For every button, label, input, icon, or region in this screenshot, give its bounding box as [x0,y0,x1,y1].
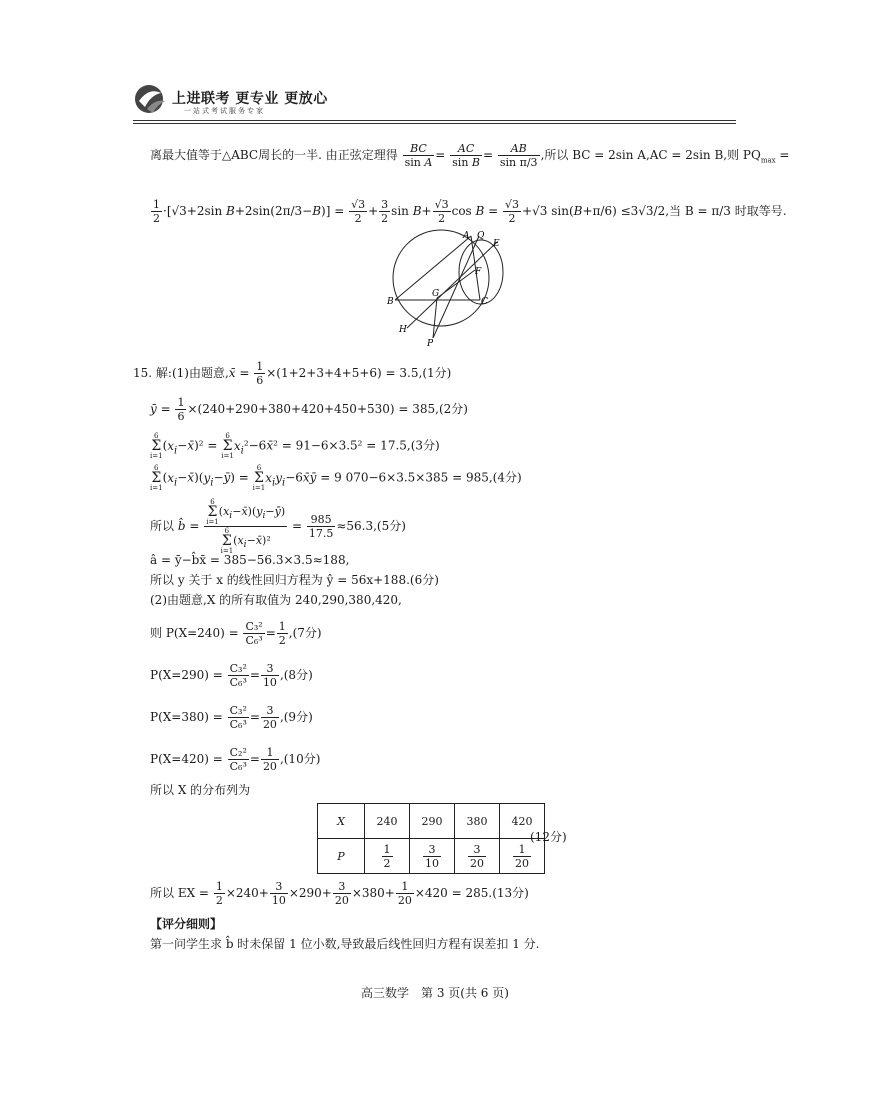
table-header-cell: X [318,804,365,839]
continuation-line-2: $\frac{1}{2}$ ·[√3+2sin B+2sin(2π/3−B)] = $\frac{√3}{2}$ + $\frac{3}{2}$ sin B+ $\frac{√3}{2}$ cos B = $\frac{√3}{2}$ +√3 sin(B+π/6) ≤3√3/2,当 B = π/3 时取等号. [153,198,787,225]
table-header-cell: 420 [500,804,545,839]
sxx-line: 6 Σ i=1 $(x_i-x̄)^2$ = 6 Σ i=1 $x_i^2-6x̄^2 = 91-6\times 3.5^2 = 17.5,(3$分) [150,432,440,460]
point-label: E [493,239,500,249]
rubric-text: 第一问学生求 b̂ 时未保留 1 位小数,导致最后线性回归方程有误差扣 1 分. [150,937,540,951]
rubric-title: 【评分细则】 [150,917,223,931]
fraction: $\frac{BC}{\text{sin A}}$ [404,142,433,169]
logo-icon [133,83,169,115]
point-label: A [463,231,470,241]
prob-420: P(X=420) = $\frac{\text{C₂²}}{\text{C₆³}}$ = $\frac{1}{20}$ ,(10分) [150,746,321,773]
table-header-cell: 290 [410,804,455,839]
point-label: B [387,297,394,307]
problem-15-start: 15. 解:(1)由题意,x̄ = $\frac{1}{6}$ ×(1+2+3+4+5+6) = 3.5,(1分) [133,360,452,387]
fraction: $\frac{AC}{\text{sin B}}$ [452,142,480,169]
table-cell: $\frac{3}{10}$ [410,839,455,874]
y-mean: ȳ = $\frac{1}{6}$ ×(240+290+380+420+450+530) = 385,(2分) [150,396,468,423]
distribution-intro: 所以 X 的分布列为 [150,783,251,797]
table-row [318,839,545,874]
brand-subtitle: 一站式考试服务专家 [184,107,265,115]
continuation-line-1: 离最大值等于△ABC周长的一半. 由正弦定理得 $\frac{BC}{\text{sin A}}$ = $\frac{AC}{\text{sin B}}$ = $\frac{AB}{\text{sin π/3}}$ ,所以 BC = 2sin A,AC = 2sin B,则 $PQ_{max}$ = [150,142,790,169]
brand-slogan: 上进联考 更专业 更放心 [172,91,328,107]
fraction: $\frac{AB}{\text{sin π/3}}$ [499,142,538,169]
part-2-intro: (2)由题意,X 的所有取值为 240,290,380,420, [150,593,402,607]
point-label: Q [477,231,485,241]
prob-240: 则 P(X=240) = $\frac{\text{C₃²}}{\text{C₆³}}$ = $\frac{1}{2}$ ,(7分) [150,620,322,647]
point-label: P [427,339,434,348]
b-hat-line: 所以 b̂ = 6 Σ i=1 $(x_i-x̄)(y_i-ȳ)$ 6 Σ i=1 $(x_i-x̄)^2$ = $\frac{985}{17.5}$ ≈56.3,(5分) [150,498,406,555]
a-hat-line: â = ȳ−b̂x̄ = 385−56.3×3.5≈188, [150,553,350,567]
point-label: C [481,297,488,307]
table-row-label: P [318,839,365,874]
table-score: (12分) [530,830,567,844]
table-cell: $\frac{1}{2}$ [365,839,410,874]
table-header-cell: 380 [455,804,500,839]
header-rule [133,120,736,121]
distribution-table [317,803,545,874]
point-label: G [432,289,440,299]
regression-line: 所以 y 关于 x 的线性回归方程为 ŷ = 56x+188.(6分) [150,573,439,587]
sxy-line: 6 Σ i=1 $(x_i-x̄)(y_i-ȳ)$ = 6 Σ i=1 $x_iy_i-6x̄ȳ = 9$ 070−6×3.5×385 = 985,(4分) [150,464,522,492]
logo [133,83,169,118]
table-cell: $\frac{3}{20}$ [455,839,500,874]
page-footer: 高三数学 第 3 页(共 6 页) [361,986,509,1000]
point-label: F [475,267,482,277]
table-row [318,804,545,839]
table-cell: $\frac{1}{20}$ [500,839,545,874]
prob-380: P(X=380) = $\frac{\text{C₃²}}{\text{C₆³}}$ = $\frac{3}{20}$ ,(9分) [150,704,313,731]
prob-290: P(X=290) = $\frac{\text{C₃²}}{\text{C₆³}}$ = $\frac{3}{10}$ ,(8分) [150,662,313,689]
expectation-line: 所以 EX = $\frac{1}{2}$ ×240+ $\frac{3}{10}$ ×290+ $\frac{3}{20}$ ×380+ $\frac{1}{20}$ ×420 = 285.(13分) [150,880,529,907]
table-header-cell: 240 [365,804,410,839]
header-rule-thin [133,123,736,124]
geometry-figure [385,228,515,348]
point-label: H [399,325,407,335]
